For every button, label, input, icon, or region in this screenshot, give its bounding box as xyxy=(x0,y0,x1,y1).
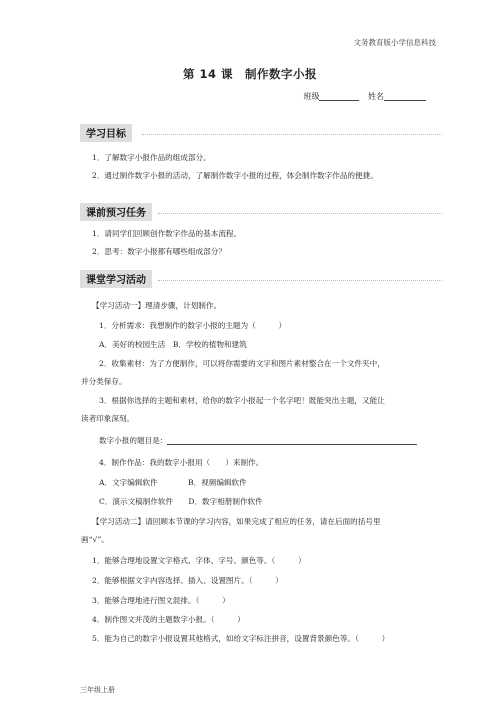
name-label: 姓名 xyxy=(368,92,384,101)
activity-line: 【学习活动二】请回顾本节课的学习内容，如果完成了相应的任务，请在后面的括号里 xyxy=(92,517,381,526)
class-name-fields xyxy=(303,91,426,102)
preview-item: 2．思考：数字小报都有哪些组成部分？ xyxy=(92,247,226,256)
checklist-item: 3．能够合理地进行图文混排。（ ） xyxy=(92,596,230,605)
publisher-header: 文务教育版小学信息科技 xyxy=(353,38,436,47)
goal-item: 2．通过制作数字小报的活动，了解制作数字小报的过程，体会制作数字作品的便捷。 xyxy=(92,171,378,180)
activity-line: C．演示文稿制作软件 D．数字相册制作软件 xyxy=(99,497,263,506)
activity-line: 4．制作作品：我的数字小报用（ ）来制作。 xyxy=(99,458,264,467)
activity-line: A．美好的校园生活 B．学校的植物和建筑 xyxy=(99,340,247,349)
activity-line: 画“√”。 xyxy=(81,535,109,544)
dotted-rule xyxy=(142,134,442,135)
report-title-blank xyxy=(167,444,417,445)
class-label: 班级 xyxy=(303,92,320,101)
page-title: 第 14 课 制作数字小报 xyxy=(182,67,317,81)
section-label: 课前预习任务 xyxy=(80,203,152,221)
activity-line: 【学习活动一】理清步骤，计划制作。 xyxy=(92,301,222,310)
activity-line: 并分类保存。 xyxy=(81,377,127,386)
section-label: 学习目标 xyxy=(80,124,132,142)
activity-line: 3．根据你选择的主题和素材，给你的数字小报起一个名字吧！既能突出主题，又能让 xyxy=(99,396,385,405)
checklist-item: 5．能为自己的数字小报设置其他格式，如给文字标注拼音，设置背景颜色等。（ ） xyxy=(92,634,390,643)
report-title-prompt xyxy=(99,435,417,446)
checklist-item: 2．能够根据文字内容选择、插入、设置图片。（ ） xyxy=(92,576,283,585)
footer-grade: 三年级上册 xyxy=(80,686,115,694)
report-title-label: 数字小报的题目是： xyxy=(99,436,168,445)
checklist-item: 4．制作图文并茂的主题数字小报。（ ） xyxy=(92,615,245,624)
preview-item: 1．请同学们回顾创作数字作品的基本流程。 xyxy=(92,229,242,238)
activity-line: 1．分析需求：我想制作的数字小报的主题为（ ） xyxy=(99,321,287,330)
class-blank xyxy=(319,100,359,101)
activity-line: A．文字编辑软件 B．视频编辑软件 xyxy=(99,478,247,487)
activity-line: 2．收集素材：为了方便制作，可以将你需要的文字和图片素材整合在一个文件夹中， xyxy=(99,359,385,368)
section-label: 课堂学习活动 xyxy=(80,270,152,288)
activity-line: 读者印象深刻。 xyxy=(81,414,135,423)
name-blank xyxy=(384,100,426,101)
dotted-rule xyxy=(158,280,442,281)
checklist-item: 1．能够合理地设置文字格式、字体、字号、颜色等。（ ） xyxy=(92,556,306,565)
goal-item: 1．了解数字小报作品的组成部分。 xyxy=(92,153,211,162)
dotted-rule xyxy=(158,213,442,214)
